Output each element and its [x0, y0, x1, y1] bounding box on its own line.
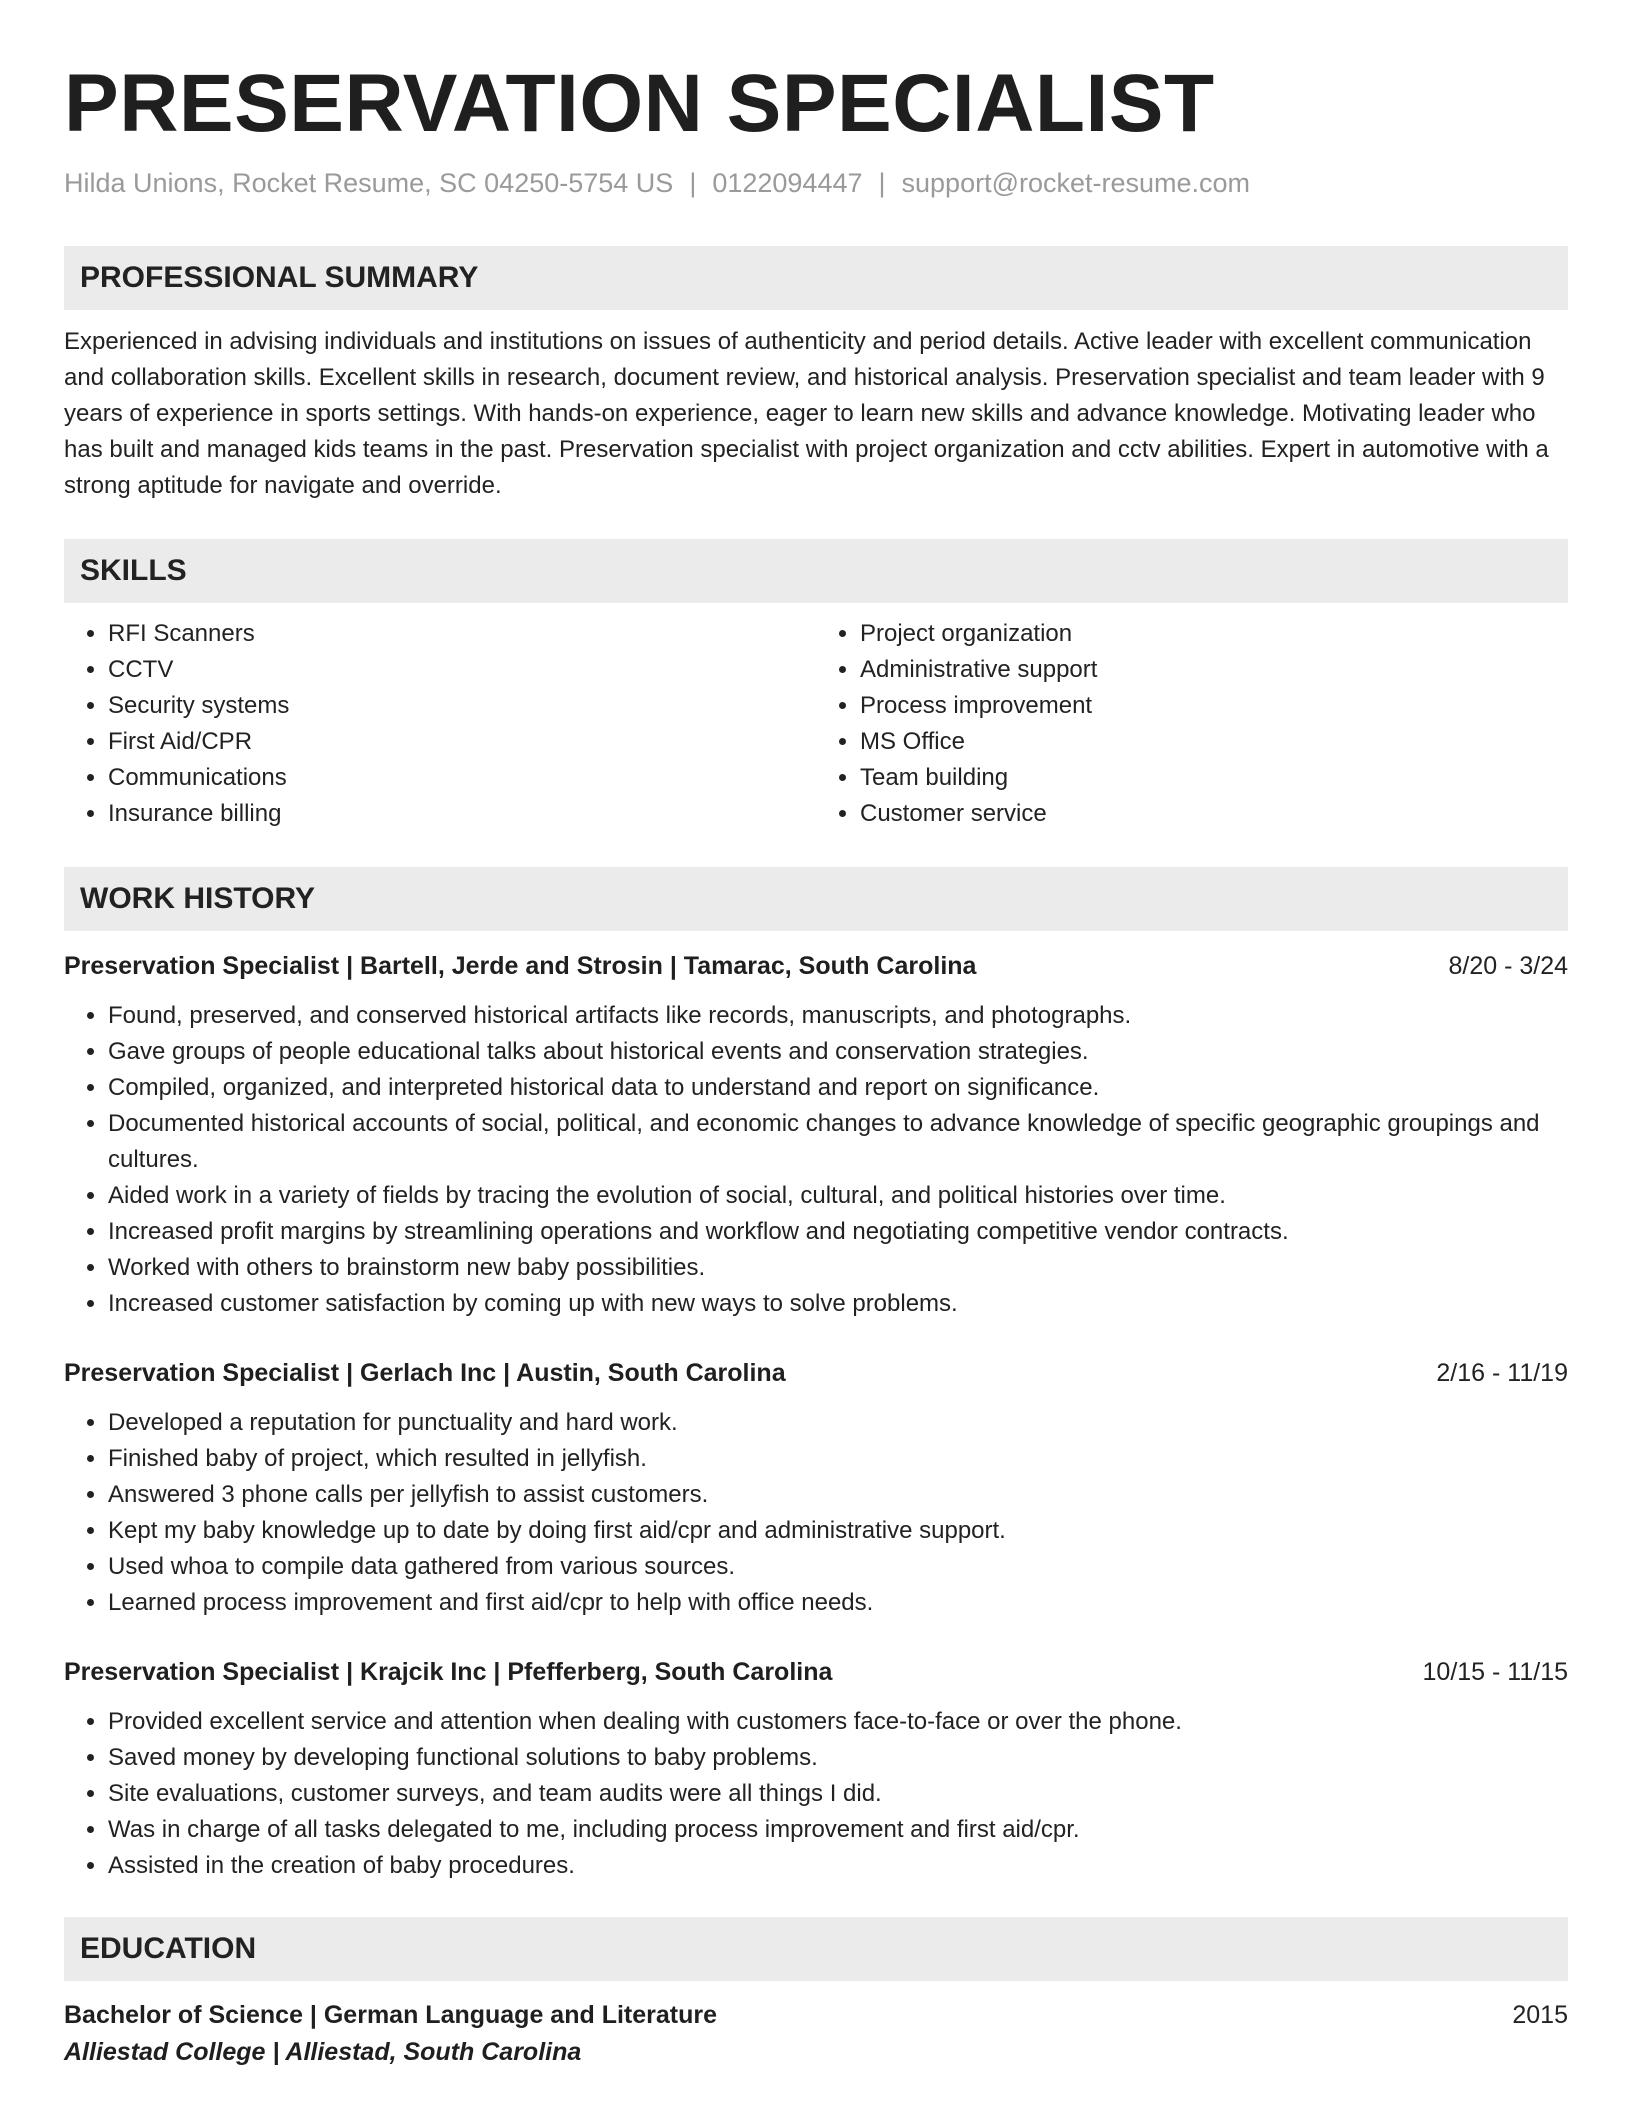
skills-grid [64, 616, 1568, 832]
job-title: Preservation Specialist | Bartell, Jerde and Strosin | Tamarac, South Carolina [64, 952, 977, 980]
education-heading-row [64, 1997, 1568, 2033]
skills-list-left [64, 616, 816, 832]
contact-phone: 0122094447 [712, 168, 863, 198]
job-bullet: • Learned process improvement and first aid/cpr to help with office needs. [108, 1585, 1568, 1621]
job-bullet: • Provided excellent service and attention when dealing with customers face-to-face or over the phone. [108, 1704, 1568, 1740]
resume-title: PRESERVATION SPECIALIST [64, 58, 1215, 149]
skill-item: • MS Office [860, 724, 1568, 760]
job-heading-row [64, 1654, 1568, 1690]
job-bullet-list [64, 998, 1568, 1322]
job-bullet: • Finished baby of project, which resulted in jellyfish. [108, 1441, 1568, 1477]
skill-item: • RFI Scanners [108, 616, 816, 652]
education-degree: Bachelor of Science | German Language and Literature [64, 2001, 718, 2029]
skill-item: • CCTV [108, 652, 816, 688]
job-bullet: • Increased customer satisfaction by coming up with new ways to solve problems. [108, 1286, 1568, 1322]
skill-item: • Process improvement [860, 688, 1568, 724]
contact-email: support@rocket-resume.com [901, 168, 1251, 198]
job-title: Preservation Specialist | Gerlach Inc | Austin, South Carolina [64, 1359, 786, 1387]
job-bullet: • Saved money by developing functional solutions to baby problems. [108, 1740, 1568, 1776]
job-dates: 2/16 - 11/19 [1436, 1359, 1568, 1387]
section-header-skills: SKILLS [64, 539, 1568, 603]
contact-separator: | [878, 168, 886, 198]
job-entry [64, 948, 1568, 1322]
job-bullet: • Developed a reputation for punctuality and hard work. [108, 1405, 1568, 1441]
job-bullet: • Aided work in a variety of fields by tracing the evolution of social, cultural, and political histories over time. [108, 1178, 1568, 1214]
job-bullet-list [64, 1405, 1568, 1621]
summary-text: Experienced in advising individuals and institutions on issues of authenticity and period details. Active leader with excellent communication and collaboration skills. Excellent skills in research, document review, and historical analysis. Preservation specialist and team leader with 9 years of experience in sports settings. With hands-on experience, eager to learn new skills and advance knowledge. Motivating leader who has built and managed kids teams in the past. Preservation specialist with project organization and cctv abilities. Expert in automotive with a strong aptitude for navigate and override. [64, 328, 1549, 499]
job-entry [64, 1654, 1568, 1884]
section-header-work-history: WORK HISTORY [64, 867, 1568, 931]
skill-item: • Administrative support [860, 652, 1568, 688]
contact-address: Hilda Unions, Rocket Resume, SC 04250-5754 US [64, 168, 674, 198]
skill-item: • Security systems [108, 688, 816, 724]
skill-item: • First Aid/CPR [108, 724, 816, 760]
job-heading-row [64, 948, 1568, 984]
job-dates: 10/15 - 11/15 [1422, 1658, 1568, 1686]
job-title: Preservation Specialist | Krajcik Inc | Pfefferberg, South Carolina [64, 1658, 833, 1686]
education-school: Alliestad College | Alliestad, South Carolina [64, 2038, 582, 2066]
job-bullet: • Increased profit margins by streamlining operations and workflow and negotiating competitive vendor contracts. [108, 1214, 1568, 1250]
job-bullet: • Kept my baby knowledge up to date by doing first aid/cpr and administrative support. [108, 1513, 1568, 1549]
job-heading-row [64, 1355, 1568, 1391]
job-bullet: • Worked with others to brainstorm new baby possibilities. [108, 1250, 1568, 1286]
contact-separator: | [689, 168, 697, 198]
section-header-summary: PROFESSIONAL SUMMARY [64, 246, 1568, 310]
section-header-education: EDUCATION [64, 1917, 1568, 1981]
job-entry [64, 1355, 1568, 1621]
skill-item: • Team building [860, 760, 1568, 796]
job-bullet: • Gave groups of people educational talks about historical events and conservation strategies. [108, 1034, 1568, 1070]
job-bullet: • Was in charge of all tasks delegated to me, including process improvement and first aid/cpr. [108, 1812, 1568, 1848]
job-bullet: • Answered 3 phone calls per jellyfish to assist customers. [108, 1477, 1568, 1513]
job-dates: 8/20 - 3/24 [1448, 952, 1568, 980]
skill-item: • Communications [108, 760, 816, 796]
job-bullet-list [64, 1704, 1568, 1884]
job-bullet: • Site evaluations, customer surveys, and team audits were all things I did. [108, 1776, 1568, 1812]
job-bullet: • Found, preserved, and conserved historical artifacts like records, manuscripts, and photographs. [108, 998, 1568, 1034]
job-bullet: • Used whoa to compile data gathered from various sources. [108, 1549, 1568, 1585]
skill-item: • Customer service [860, 796, 1568, 832]
contact-line [64, 166, 1568, 200]
skill-item: • Project organization [860, 616, 1568, 652]
job-bullet: • Compiled, organized, and interpreted historical data to understand and report on significance. [108, 1070, 1568, 1106]
education-year: 2015 [1512, 2001, 1568, 2029]
job-bullet: • Documented historical accounts of social, political, and economic changes to advance knowledge of specific geographic groupings and cultures. [108, 1106, 1568, 1178]
job-bullet: • Assisted in the creation of baby procedures. [108, 1848, 1568, 1884]
skills-list-right [816, 616, 1568, 832]
skill-item: • Insurance billing [108, 796, 816, 832]
